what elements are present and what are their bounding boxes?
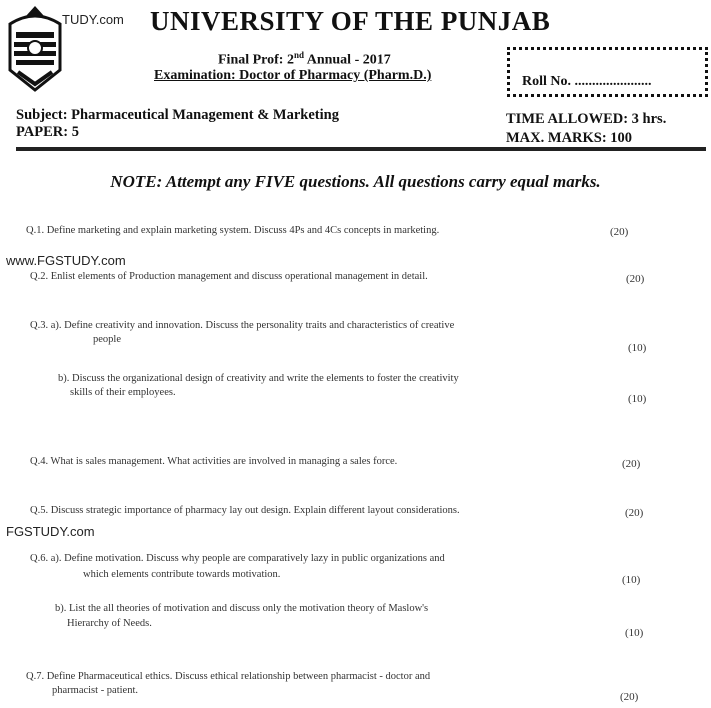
- roll-number-label: Roll No. ......................: [522, 74, 652, 89]
- examination-title: Examination: Doctor of Pharmacy (Pharm.D.): [154, 68, 432, 83]
- question-text: Enlist elements of Production management and discuss operational management in detail.: [50, 271, 428, 282]
- question-text: Define motivation. Discuss why people are comparatively lazy in public organizations and: [64, 553, 445, 564]
- question-text: Define creativity and innovation. Discuss the personality traits and characteristics of creative: [64, 320, 455, 331]
- question-text: Discuss strategic importance of pharmacy lay out design. Explain different layout considerations.: [50, 505, 460, 516]
- question-3b-line2: skills of their employees.: [70, 387, 176, 398]
- roll-number-box: [507, 47, 708, 97]
- question-2: [30, 271, 428, 282]
- question-5-marks: (20): [625, 507, 644, 519]
- subject-line: Subject: Pharmaceutical Management & Marketing: [16, 107, 339, 123]
- part-label: a).: [50, 553, 62, 564]
- university-title: UNIVERSITY OF THE PUNJAB: [150, 6, 551, 36]
- paper-number: PAPER: 5: [16, 124, 79, 140]
- exam-year-line: [218, 50, 391, 69]
- question-6a-marks: (10): [622, 574, 641, 586]
- question-3b: [58, 373, 459, 384]
- header-divider: [16, 147, 706, 151]
- question-7-line2: pharmacist - patient.: [52, 685, 139, 696]
- question-1-marks: (20): [610, 226, 629, 238]
- max-marks: MAX. MARKS: 100: [506, 130, 633, 146]
- exam-year-sup: nd: [293, 50, 304, 60]
- question-6b: [55, 603, 428, 614]
- question-label: Q.6.: [30, 553, 49, 564]
- question-6a: [30, 553, 445, 564]
- instructions-note: NOTE: Attempt any FIVE questions. All questions carry equal marks.: [110, 172, 601, 191]
- question-6a-line2: which elements contribute towards motivation.: [83, 569, 281, 580]
- question-7-marks: (20): [620, 691, 639, 703]
- watermark-top: TUDY.com: [62, 12, 124, 27]
- question-text: Define Pharmaceutical ethics. Discuss ethical relationship between pharmacist - doctor and: [46, 671, 431, 682]
- exam-year-prefix: Final Prof: 2: [218, 52, 294, 68]
- question-3b-marks: (10): [628, 393, 647, 405]
- question-4: [30, 456, 397, 467]
- part-label: a).: [50, 320, 62, 331]
- question-3a: [30, 320, 454, 331]
- question-text: List the all theories of motivation and discuss only the motivation theory of Maslow's: [69, 603, 429, 614]
- question-3a-line2: people: [93, 334, 121, 345]
- question-6b-line2: Hierarchy of Needs.: [67, 618, 152, 629]
- question-1: [26, 225, 439, 236]
- question-text: Define marketing and explain marketing system. Discuss 4Ps and 4Cs concepts in marketing.: [46, 225, 440, 236]
- question-5: [30, 505, 460, 516]
- question-label: Q.1.: [26, 225, 45, 236]
- question-text: Discuss the organizational design of creativity and write the elements to foster the creativity: [72, 373, 459, 384]
- part-label: b).: [58, 373, 70, 384]
- question-4-marks: (20): [622, 458, 641, 470]
- part-label: b).: [55, 603, 67, 614]
- question-6b-marks: (10): [625, 627, 644, 639]
- exam-year-suffix: Annual - 2017: [303, 52, 391, 68]
- question-2-marks: (20): [626, 273, 645, 285]
- question-label: Q.2.: [30, 271, 49, 282]
- question-label: Q.7.: [26, 671, 45, 682]
- question-label: Q.5.: [30, 505, 49, 516]
- watermark-middle: www.FGSTUDY.com: [6, 253, 126, 268]
- watermark-lower: FGSTUDY.com: [6, 524, 95, 539]
- question-3a-marks: (10): [628, 342, 647, 354]
- question-label: Q.3.: [30, 320, 49, 331]
- time-allowed: TIME ALLOWED: 3 hrs.: [506, 111, 667, 127]
- question-7: [26, 671, 430, 682]
- university-crest-logo: [4, 2, 66, 94]
- question-label: Q.4.: [30, 456, 49, 467]
- question-text: What is sales management. What activities are involved in managing a sales force.: [50, 456, 398, 467]
